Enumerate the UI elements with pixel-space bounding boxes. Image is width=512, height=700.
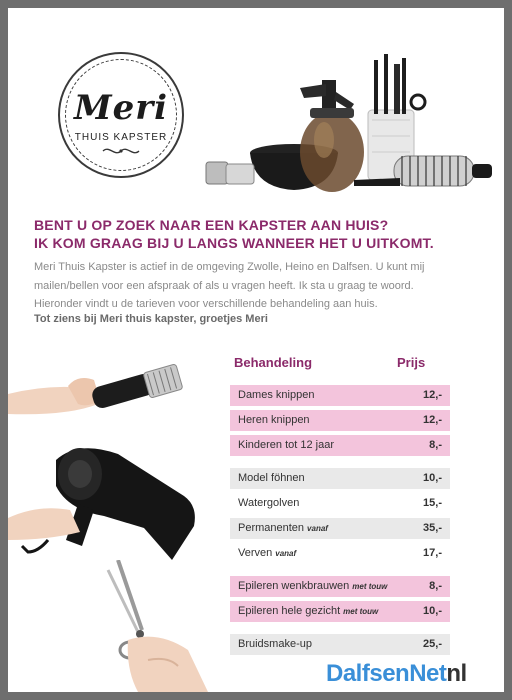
treatment-name: Kinderen tot 12 jaar [238,439,335,451]
treatment-price: 15,- [423,497,442,509]
meri-logo [58,52,184,178]
treatment-name: Epileren wenkbrauwen met touw [238,580,388,592]
price-row [230,385,450,406]
column-header-price: Prijs [397,355,426,370]
logo-name: Meri [73,88,169,128]
treatment-price: 8,- [429,580,442,592]
price-row [230,493,450,514]
logo-subtitle: THUIS KAPSTER [74,132,168,143]
price-row [230,518,450,539]
price-row [230,410,450,431]
logo-ornament-icon [60,144,182,163]
treatment-price: 12,- [423,414,442,426]
treatment-note: vanaf [307,524,328,533]
treatment-price: 17,- [423,547,442,559]
flyer-page [8,8,504,692]
price-row [230,543,450,564]
heading-line-1: BENT U OP ZOEK NAAR EEN KAPSTER AAN HUIS? [34,217,389,233]
greeting-text: Tot ziens bij Meri thuis kapster, groetjes Meri [34,313,268,325]
treatment-note: met touw [343,607,379,616]
heading-line-2: IK KOM GRAAG BIJ U LANGS WANNEER HET U UITKOMT. [34,235,434,251]
treatment-name: Epileren hele gezicht met touw [238,605,379,617]
treatment-name: Verven vanaf [238,547,297,559]
treatment-note: met touw [352,582,388,591]
intro-line-2: mailen/bellen voor een afspraak of als u vragen heeft. Ik sta u graag te woord. [34,279,414,292]
price-table-header [234,355,454,375]
treatment-price: 12,- [423,389,442,401]
page-heading [34,216,484,252]
treatment-price: 10,- [423,605,442,617]
column-header-treatment: Behandeling [234,355,313,370]
dalfsennet-watermark: DalfsenNetnl [326,660,467,687]
treatment-name: Permanenten vanaf [238,522,328,534]
hair-clipper-photo [8,364,198,434]
intro-line-1: Meri Thuis Kapster is actief in de omgeving Zwolle, Heino en Dalfsen. U kunt mij [34,261,425,273]
treatment-price: 35,- [423,522,442,534]
treatment-price: 8,- [429,439,442,451]
treatment-name: Model föhnen [238,472,305,484]
price-row [230,576,450,597]
scissors-photo [98,560,218,692]
price-row [230,435,450,456]
treatment-note: vanaf [275,549,297,558]
intro-line-3: Hieronder vindt u de tarieven voor verschillende behandeling aan huis. [34,298,378,310]
treatment-name: Heren knippen [238,414,310,426]
treatment-name: Bruidsmake-up [238,638,312,650]
treatment-price: 25,- [423,638,442,650]
treatment-name: Dames knippen [238,389,315,401]
intro-text [34,258,479,314]
treatment-price: 10,- [423,472,442,484]
price-row [230,634,450,655]
treatment-name: Watergolven [238,497,300,509]
price-row [230,468,450,489]
price-row [230,601,450,622]
hair-tools-photo [204,40,494,200]
hair-dryer-photo [8,440,208,570]
